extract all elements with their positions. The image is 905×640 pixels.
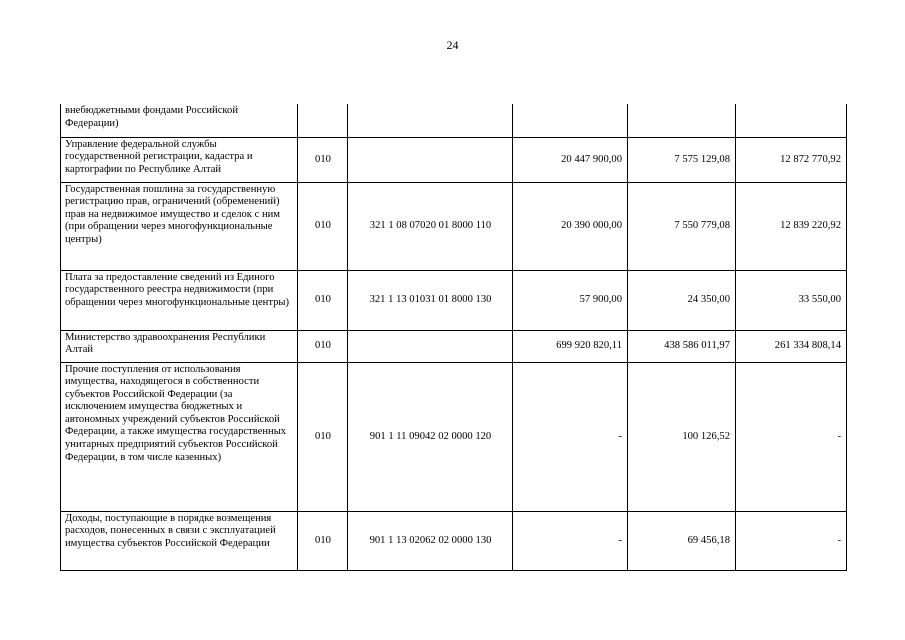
row-name: внебюджетными фондами Российской Федерации)	[61, 104, 298, 137]
row-code: 010	[298, 511, 348, 570]
table-row	[61, 137, 847, 182]
row-not-executed: -	[736, 511, 847, 570]
page-number: 24	[446, 38, 459, 52]
row-executed: 100 126,52	[628, 362, 736, 511]
table-row	[61, 362, 847, 511]
row-executed	[628, 104, 736, 137]
row-not-executed	[736, 104, 847, 137]
row-name: Доходы, поступающие в порядке возмещения расходов, понесенных в связи с эксплуатацией имущества субъектов Российской Федерации	[61, 511, 298, 570]
row-kbk	[348, 104, 513, 137]
row-approved: 699 920 820,11	[513, 330, 628, 362]
revenue-table	[60, 104, 847, 571]
row-kbk: 901 1 11 09042 02 0000 120	[348, 362, 513, 511]
row-code	[298, 104, 348, 137]
row-approved	[513, 104, 628, 137]
row-kbk	[348, 330, 513, 362]
row-code: 010	[298, 362, 348, 511]
row-not-executed: 12 872 770,92	[736, 137, 847, 182]
row-kbk: 321 1 13 01031 01 8000 130	[348, 270, 513, 330]
row-approved: 57 900,00	[513, 270, 628, 330]
table-body	[61, 104, 847, 570]
row-not-executed: -	[736, 362, 847, 511]
table-row	[61, 104, 847, 137]
row-approved: -	[513, 362, 628, 511]
table-row	[61, 511, 847, 570]
row-executed: 7 575 129,08	[628, 137, 736, 182]
row-not-executed: 12 839 220,92	[736, 182, 847, 270]
row-executed: 24 350,00	[628, 270, 736, 330]
table-row	[61, 270, 847, 330]
row-code: 010	[298, 270, 348, 330]
row-not-executed: 33 550,00	[736, 270, 847, 330]
row-kbk	[348, 137, 513, 182]
row-approved: 20 390 000,00	[513, 182, 628, 270]
row-executed: 7 550 779,08	[628, 182, 736, 270]
row-kbk: 901 1 13 02062 02 0000 130	[348, 511, 513, 570]
table-row	[61, 330, 847, 362]
row-name: Государственная пошлина за государственную регистрацию прав, ограничений (обременений) прав на недвижимое имущество и сделок с ним (при обращении через многофункциональные центры)	[61, 182, 298, 270]
row-kbk: 321 1 08 07020 01 8000 110	[348, 182, 513, 270]
row-not-executed: 261 334 808,14	[736, 330, 847, 362]
row-name: Управление федеральной службы государственной регистрации, кадастра и картографии по Республике Алтай	[61, 137, 298, 182]
row-approved: -	[513, 511, 628, 570]
row-name: Прочие поступления от использования имущества, находящегося в собственности субъектов Российской Федерации (за исключением имущества бюджетных и автономных учреждений субъектов Российской Федерации, а также имущества государственных унитарных предприятий субъектов Российской Федерации, в том числе казенных)	[61, 362, 298, 511]
table-row	[61, 182, 847, 270]
row-code: 010	[298, 137, 348, 182]
row-executed: 69 456,18	[628, 511, 736, 570]
row-name: Плата за предоставление сведений из Единого государственного реестра недвижимости (при обращении через многофункциональные центры)	[61, 270, 298, 330]
row-name: Министерство здравоохранения Республики Алтай	[61, 330, 298, 362]
row-executed: 438 586 011,97	[628, 330, 736, 362]
row-code: 010	[298, 182, 348, 270]
row-approved: 20 447 900,00	[513, 137, 628, 182]
row-code: 010	[298, 330, 348, 362]
